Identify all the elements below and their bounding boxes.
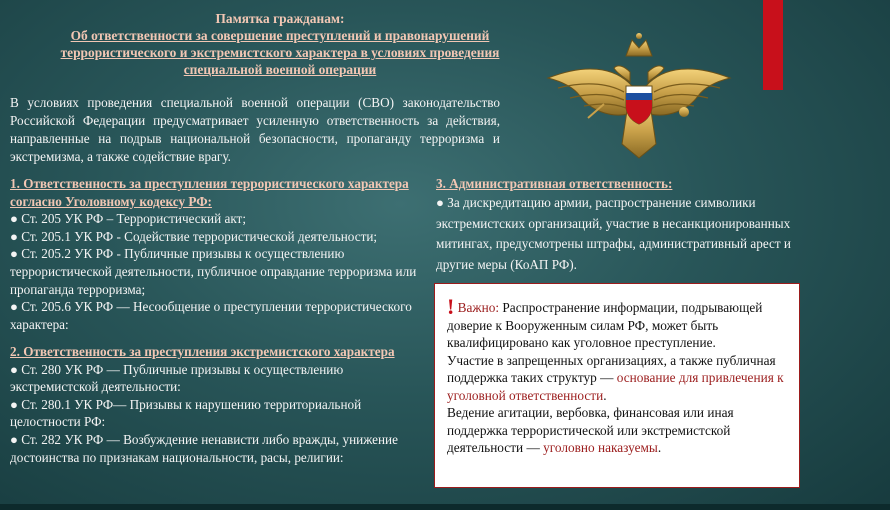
notice-paragraph-2-highlight: основание для привлечения к уголовной ответственности — [447, 370, 784, 403]
notice-paragraph-3-end: . — [657, 440, 662, 455]
title-line1: Памятка гражданам: — [215, 11, 345, 26]
list-item: ● Ст. 205.1 УК РФ - Содействие террористической деятельности; — [10, 228, 378, 244]
important-label: Важно: — [457, 300, 500, 315]
page-title — [20, 10, 540, 78]
list-item: ● Ст. 205 УК РФ – Террористический акт; — [10, 211, 246, 227]
list-item: ● Ст. 205.6 УК РФ — Несообщение о преступлении террористического характера: — [10, 299, 412, 332]
title-line2: Об ответственности за совершение преступлений и правонарушений террористического и экстремистского характера в условиях проведения специальной военной операции — [60, 28, 500, 77]
list-item: ● Ст. 205.2 УК РФ - Публичные призывы к осуществлению террористической деятельности, публичное оправдание терроризма или пропаганда терроризма; — [10, 246, 417, 297]
section-extremism — [10, 343, 430, 466]
double-headed-eagle-emblem-icon — [544, 26, 734, 161]
notice-paragraph-2: Участие в запрещенных организациях, а также публичная поддержка таких структур — — [447, 352, 776, 385]
section-administrative-heading: 3. Административная ответственность: — [436, 176, 673, 191]
list-item: ● Ст. 282 УК РФ — Возбуждение ненависти либо вражды, унижение достоинства по признакам национальности, расы, религии: — [10, 431, 398, 465]
section-terrorism — [10, 175, 430, 333]
red-ribbon — [763, 0, 783, 90]
notice-paragraph-1: Распространение информации, подрывающей доверие к Вооруженным силам РФ, может быть квалифицировано как уголовное преступление. — [447, 300, 763, 350]
section-administrative-text: ● За дискредитацию армии, распространение символики экстремистских организаций, участие в несанкционированных митингах, предусмотрены штрафы, административный арест и другие меры (КоАП РФ). — [436, 195, 791, 272]
section-extremism-heading: 2. Ответственность за преступления экстремистского характера — [10, 344, 395, 359]
section-terrorism-heading: 1. Ответственность за преступления террористического характера согласно Уголовному кодексу РФ: — [10, 176, 409, 209]
notice-paragraph-3-highlight: уголовно наказуемы — [543, 440, 658, 455]
intro-paragraph: В условиях проведения специальной военной операции (СВО) законодательство Российской Федерации предусматривает усиленную ответственность за действия, направленные на подрыв национальной безопасности, пропаганду терроризма и экстремизма, а также содействие врагу. — [10, 95, 500, 164]
notice-paragraph-2-end: . — [603, 387, 607, 403]
bottom-divider — [0, 504, 890, 510]
list-item: ● Ст. 280.1 УК РФ— Призывы к нарушению территориальной целостности РФ: — [10, 396, 362, 430]
list-item: ● Ст. 280 УК РФ — Публичные призывы к осуществлению экстремистской деятельности: — [10, 361, 344, 395]
exclamation-icon: ! — [447, 294, 455, 319]
section-administrative — [436, 175, 796, 275]
notice-paragraph-3: Ведение агитации, вербовка, финансовая или иная поддержка террористической или экстремистской деятельности — — [447, 405, 734, 455]
important-notice-box — [434, 283, 800, 488]
